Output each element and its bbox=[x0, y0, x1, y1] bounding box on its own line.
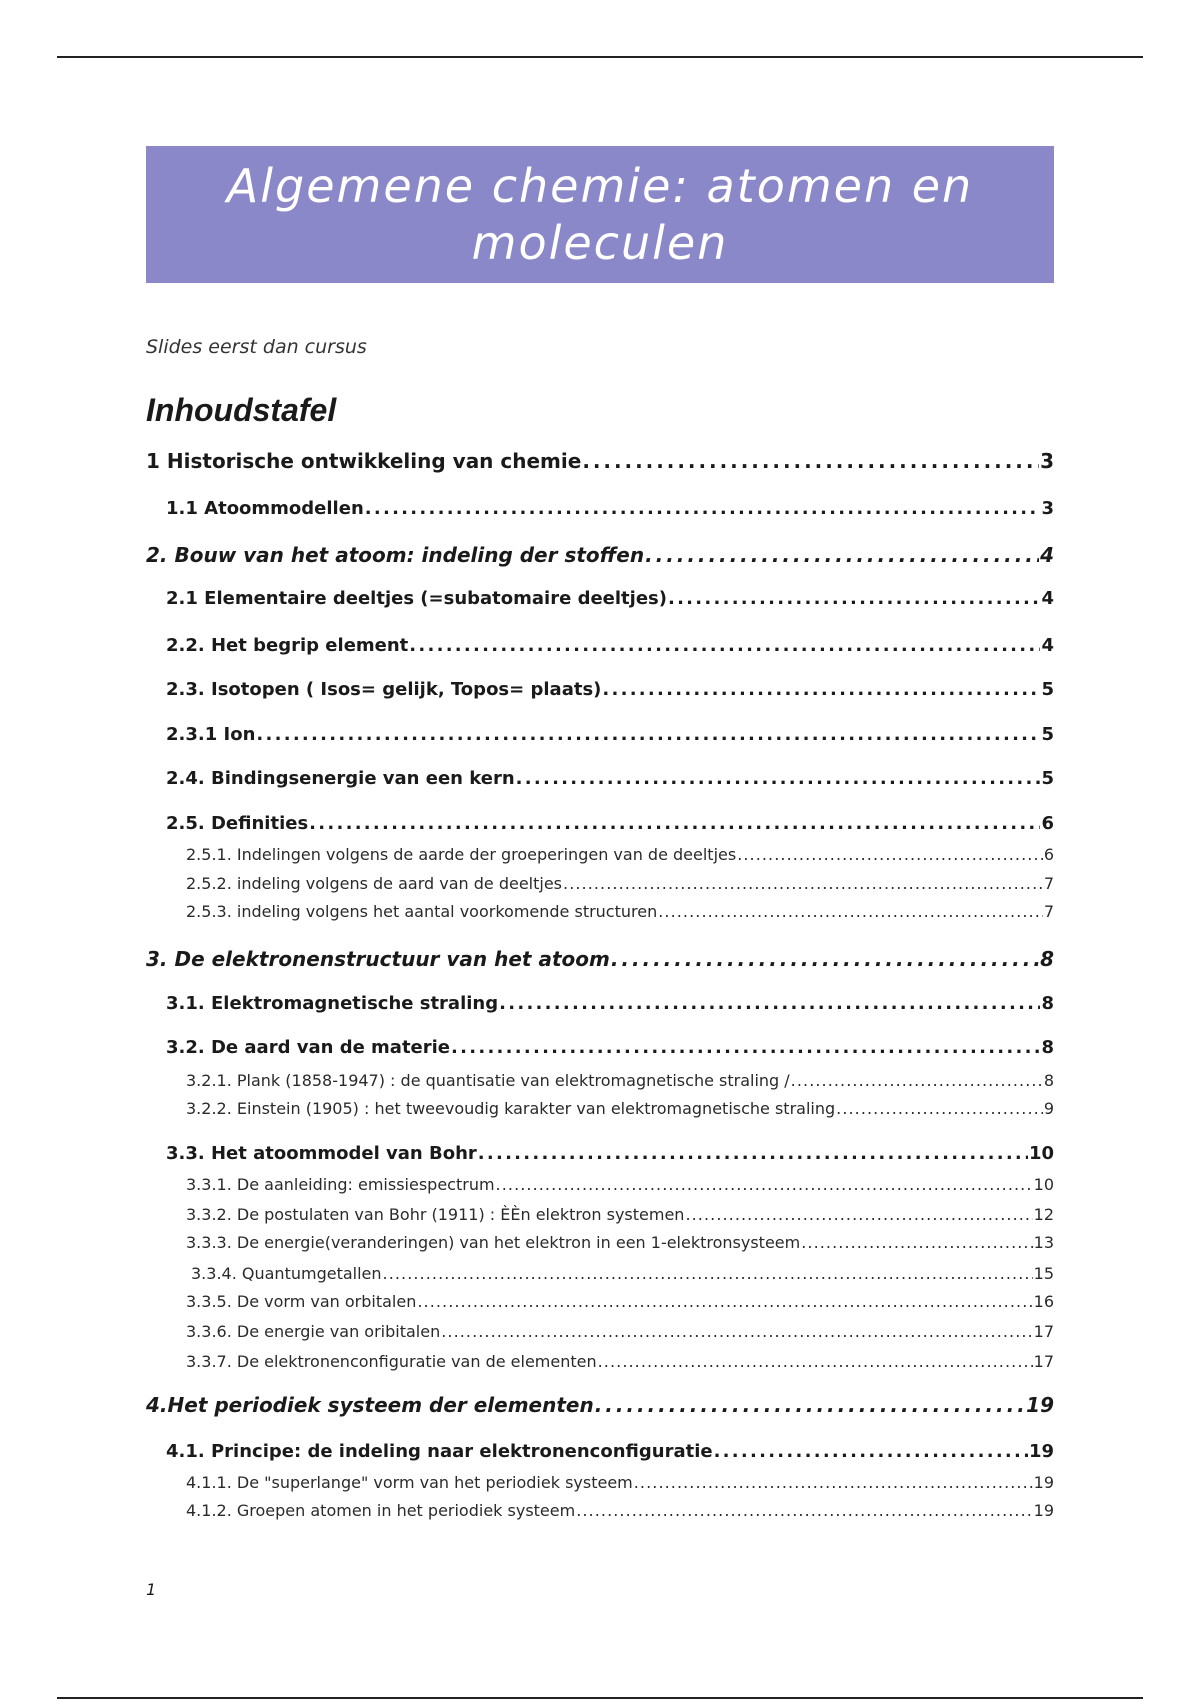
toc-entry[interactable]: 3.3.6. De energie van oribitalen . . . 17 bbox=[186, 1322, 1054, 1341]
toc-entry[interactable]: 4.Het periodiek systeem der elementen . . . 19 bbox=[146, 1393, 1054, 1417]
toc-entry[interactable]: 2.3. Isotopen ( Isos= gelijk, Topos= plaats) . . . 5 bbox=[166, 679, 1054, 700]
toc-entry[interactable]: 3.3.1. De aanleiding: emissiespectrum . . . 10 bbox=[186, 1175, 1054, 1194]
document-subtitle: Slides eerst dan cursus bbox=[146, 336, 367, 358]
toc-entry[interactable]: 3.3.3. De energie(veranderingen) van het elektron in een 1-elektronsysteem . . . 13 bbox=[186, 1233, 1054, 1252]
toc-entry[interactable]: 3.2. De aard van de materie . . . 8 bbox=[166, 1037, 1054, 1058]
toc-entry[interactable]: 3.2.2. Einstein (1905) : het tweevoudig karakter van elektromagnetische straling . . . 9 bbox=[186, 1099, 1054, 1118]
toc-entry[interactable]: 2.4. Bindingsenergie van een kern . . . 5 bbox=[166, 768, 1054, 789]
toc-entry[interactable]: 4.1.1. De "superlange" vorm van het periodiek systeem . . . 19 bbox=[186, 1473, 1054, 1492]
document-title: Algemene chemie: atomen en moleculen bbox=[146, 146, 1054, 283]
toc-entry[interactable]: 3.3.4. Quantumgetallen . . . 15 bbox=[191, 1264, 1054, 1283]
toc-entry[interactable]: 1.1 Atoommodellen . . . 3 bbox=[166, 498, 1054, 519]
toc-entry[interactable]: 3. De elektronenstructuur van het atoom . . . 8 bbox=[146, 947, 1054, 971]
toc-entry[interactable]: 2.3.1 Ion . . . 5 bbox=[166, 724, 1054, 745]
toc-entry[interactable]: 3.3.2. De postulaten van Bohr (1911) : ÈÈn elektron systemen . . . 12 bbox=[186, 1205, 1054, 1224]
toc-entry[interactable]: 3.2.1. Plank (1858-1947) : de quantisatie van elektromagnetische straling / . . . 8 bbox=[186, 1071, 1054, 1090]
toc-entry[interactable]: 1 Historische ontwikkeling van chemie . . . 3 bbox=[146, 449, 1054, 473]
toc-heading: Inhoudstafel bbox=[146, 392, 337, 428]
toc-entry[interactable]: 3.3.5. De vorm van orbitalen . . . 16 bbox=[186, 1292, 1054, 1311]
footer-page-number: 1 bbox=[146, 1580, 157, 1599]
toc-entry[interactable]: 2. Bouw van het atoom: indeling der stoffen . . . 4 bbox=[146, 543, 1054, 567]
toc-entry[interactable]: 2.2. Het begrip element . . . 4 bbox=[166, 635, 1054, 656]
toc-entry[interactable]: 4.1. Principe: de indeling naar elektronenconfiguratie . . . 19 bbox=[166, 1441, 1054, 1462]
toc-entry[interactable]: 2.5. Definities . . . 6 bbox=[166, 813, 1054, 834]
toc-entry[interactable]: 2.5.1. Indelingen volgens de aarde der groeperingen van de deeltjes . . . 6 bbox=[186, 845, 1054, 864]
toc-entry[interactable]: 3.1. Elektromagnetische straling . . . 8 bbox=[166, 993, 1054, 1014]
toc-entry[interactable]: 4.1.2. Groepen atomen in het periodiek systeem . . . 19 bbox=[186, 1501, 1054, 1520]
toc-entry[interactable]: 2.5.2. indeling volgens de aard van de deeltjes . . . 7 bbox=[186, 874, 1054, 893]
toc-entry[interactable]: 3.3.7. De elektronenconfiguratie van de elementen . . . 17 bbox=[186, 1352, 1054, 1371]
toc-entry[interactable]: 2.5.3. indeling volgens het aantal voorkomende structuren . . . 7 bbox=[186, 902, 1054, 921]
toc-entry[interactable]: 2.1 Elementaire deeltjes (=subatomaire deeltjes) . . . 4 bbox=[166, 588, 1054, 609]
toc-entry[interactable]: 3.3. Het atoommodel van Bohr . . . 10 bbox=[166, 1143, 1054, 1164]
bottom-rule bbox=[57, 1697, 1143, 1699]
